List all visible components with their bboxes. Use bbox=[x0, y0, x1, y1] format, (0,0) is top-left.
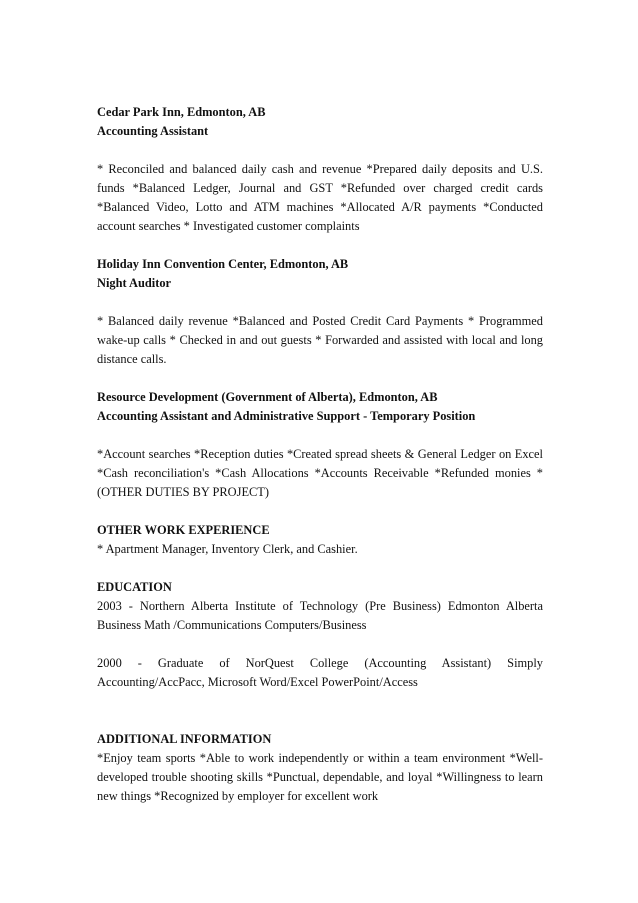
additional-info-section bbox=[97, 730, 543, 806]
section-heading: EDUCATION bbox=[97, 580, 172, 594]
education-section bbox=[97, 578, 543, 635]
job-entry-holiday-inn bbox=[97, 255, 543, 293]
job-entry-cedar-park bbox=[97, 103, 543, 141]
job-duties-holiday-inn bbox=[97, 312, 543, 369]
section-heading: ADDITIONAL INFORMATION bbox=[97, 732, 272, 746]
job-duties-cedar-park bbox=[97, 160, 543, 236]
employer-name: Resource Development (Government of Alberta), Edmonton, AB bbox=[97, 390, 438, 404]
job-position: Accounting Assistant and Administrative Support - Temporary Position bbox=[97, 409, 476, 423]
job-entry-resource-development bbox=[97, 388, 543, 426]
job-position: Accounting Assistant bbox=[97, 124, 209, 138]
other-work-section bbox=[97, 521, 543, 559]
employer-name: Cedar Park Inn, Edmonton, AB bbox=[97, 105, 266, 119]
education-entry-block bbox=[97, 654, 543, 692]
job-duties-text: * Balanced daily revenue *Balanced and Posted Credit Card Payments * Programmed wake-up calls * Checked in and out guests * Forwarded and assisted with local and long distance calls. bbox=[97, 314, 543, 366]
education-entry: 2000 - Graduate of NorQuest College (Accounting Assistant) Simply Accounting/AccPacc, Microsoft Word/Excel PowerPoint/Access bbox=[97, 656, 543, 689]
section-heading: OTHER WORK EXPERIENCE bbox=[97, 523, 270, 537]
job-position: Night Auditor bbox=[97, 276, 172, 290]
job-duties-resource-development bbox=[97, 445, 543, 502]
other-work-text: * Apartment Manager, Inventory Clerk, and Cashier. bbox=[97, 542, 358, 556]
additional-info-text: *Enjoy team sports *Able to work independently or within a team environment *Well-developed trouble shooting skills *Punctual, dependable, and loyal *Willingness to learn new things *Recognized by employer for excellent work bbox=[97, 751, 543, 803]
job-duties-text: *Account searches *Reception duties *Created spread sheets & General Ledger on Excel *Cash reconciliation's *Cash Allocations *Accounts Receivable *Refunded monies *(OTHER DUTIES BY PROJECT) bbox=[97, 447, 543, 499]
employer-name: Holiday Inn Convention Center, Edmonton, AB bbox=[97, 257, 349, 271]
resume-content bbox=[97, 103, 543, 825]
job-duties-text: * Reconciled and balanced daily cash and revenue *Prepared daily deposits and U.S. funds *Balanced Ledger, Journal and GST *Refunded over charged credit cards *Balanced Video, Lotto and ATM machines *Allocated A/R payments *Conducted account searches * Investigated customer complaints bbox=[97, 162, 543, 233]
education-entry: 2003 - Northern Alberta Institute of Technology (Pre Business) Edmonton Alberta Business Math /Communications Computers/Business bbox=[97, 599, 543, 632]
